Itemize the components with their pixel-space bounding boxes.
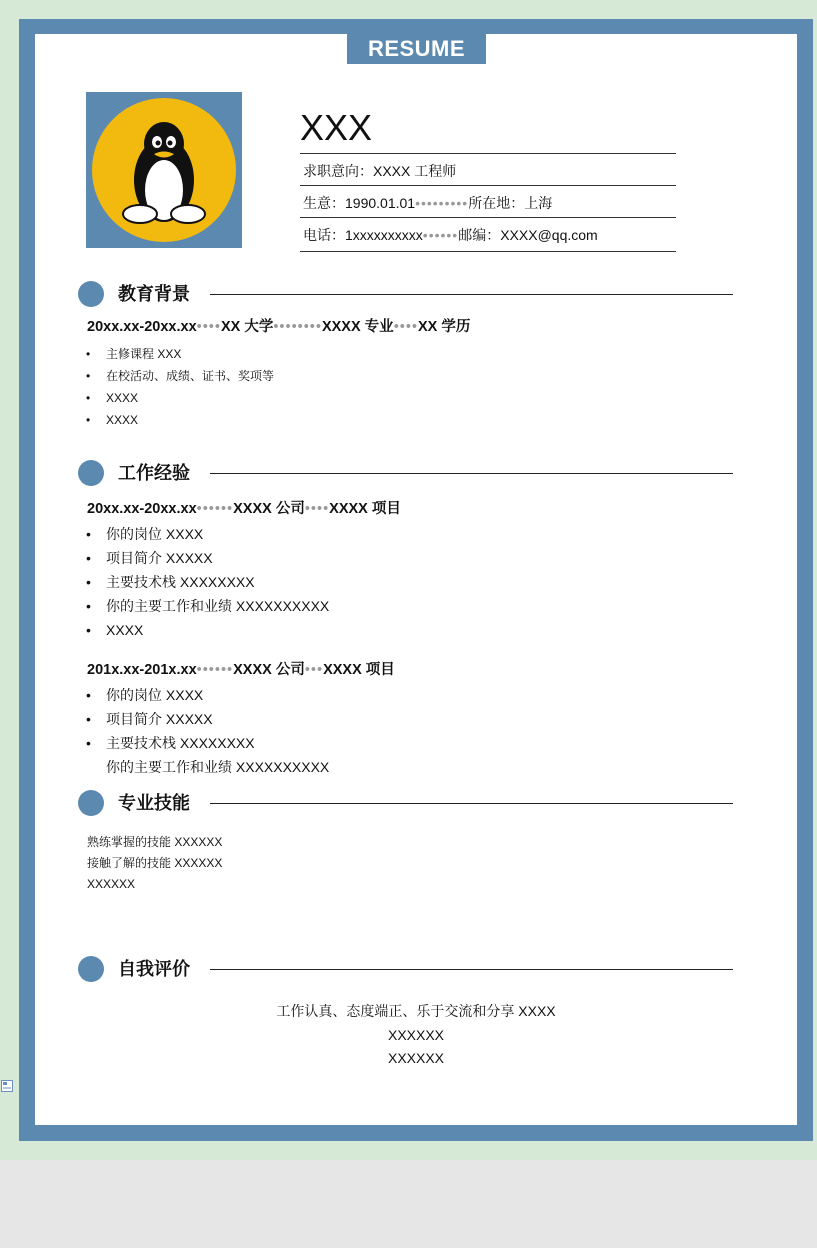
tab-dots: ••••	[196, 319, 221, 335]
section-title: 工作经验	[118, 463, 190, 483]
education-section-header	[78, 281, 733, 307]
section-divider	[210, 473, 733, 474]
tab-dots: ••••••	[422, 227, 459, 243]
job-extra-line: 你的主要工作和业绩 XXXXXXXXXX	[106, 759, 330, 775]
section-title: 专业技能	[118, 793, 190, 813]
birth-date: 生意：1990.01.01	[303, 195, 416, 211]
location: 所在地：上海	[468, 195, 553, 211]
skills-section-header	[78, 790, 733, 816]
job-line	[87, 497, 401, 518]
email: 邮编：XXXX@qq.com	[458, 227, 598, 243]
job-detail-list	[86, 522, 329, 642]
penguin-icon	[90, 96, 238, 244]
tab-dots: ••••••	[196, 501, 234, 517]
circle-bullet-icon	[78, 281, 104, 307]
education-list	[86, 343, 274, 431]
self-eval-section-header	[78, 956, 733, 982]
resume-banner: RESUME	[347, 34, 486, 64]
phone: 电话：1xxxxxxxxxx	[303, 227, 423, 243]
section-title: 自我评价	[118, 959, 190, 979]
list-item: • 主要技术栈 XXXXXXXX	[86, 570, 329, 594]
list-item: • 主要技术栈 XXXXXXXX	[86, 731, 255, 755]
list-item: • 主修课程 XXX	[86, 343, 274, 365]
list-item: • XXXX	[86, 387, 274, 409]
profile-photo	[86, 92, 242, 248]
major: XXXX 专业	[321, 319, 394, 335]
tab-dots: ••••	[304, 501, 330, 517]
section-divider	[210, 803, 733, 804]
degree: XX 学历	[418, 319, 471, 335]
date-range: 20xx.xx-20xx.xx	[87, 319, 197, 335]
skill-line: 接触了解的技能 XXXXXX	[87, 856, 223, 870]
list-item: • 你的主要工作和业绩 XXXXXXXXXX	[86, 594, 329, 618]
school: XX 大学	[220, 319, 274, 335]
list-item: • 项目简介 XXXXX	[86, 546, 329, 570]
project: XXXX 项目	[323, 662, 395, 678]
education-line	[87, 315, 470, 336]
tab-dots: •••	[304, 662, 324, 678]
job-intention-row	[300, 153, 676, 185]
section-divider	[210, 294, 733, 295]
date-range: 201x.xx-201x.xx	[87, 662, 197, 678]
circle-bullet-icon	[78, 460, 104, 486]
job-intention: 求职意向：XXXX 工程师	[303, 163, 457, 179]
layout-options-icon[interactable]	[1, 1080, 13, 1092]
circle-bullet-icon	[78, 956, 104, 982]
list-item: • XXXX	[86, 409, 274, 431]
self-eval-line: XXXXXX	[387, 1050, 445, 1066]
section-title: 教育背景	[118, 284, 190, 304]
job-line	[87, 658, 395, 679]
date-range: 20xx.xx-20xx.xx	[87, 501, 197, 517]
list-item: • 你的岗位 XXXX	[86, 522, 329, 546]
birth-location-row	[300, 185, 676, 217]
skill-line: XXXXXX	[87, 877, 136, 891]
self-eval-line: XXXXXX	[387, 1027, 445, 1043]
tab-dots: ••••••	[196, 662, 234, 678]
company: XXXX 公司	[233, 501, 305, 517]
list-item: • XXXX	[86, 618, 329, 642]
circle-bullet-icon	[78, 790, 104, 816]
self-eval-line: 工作认真、态度端正、乐于交流和分享 XXXX	[276, 1003, 556, 1019]
tab-dots: •••••••••	[415, 195, 469, 211]
contact-row	[300, 217, 676, 252]
section-divider	[210, 969, 733, 970]
list-item: • 在校活动、成绩、证书、奖项等	[86, 365, 274, 387]
job-detail-list	[86, 683, 255, 755]
tab-dots: ••••	[393, 319, 418, 335]
list-item: • 你的岗位 XXXX	[86, 683, 255, 707]
skill-line: 熟练掌握的技能 XXXXXX	[87, 835, 223, 849]
work-section-header	[78, 460, 733, 486]
list-item: • 项目简介 XXXXX	[86, 707, 255, 731]
tab-dots: ••••••••	[273, 319, 322, 335]
project: XXXX 项目	[329, 501, 401, 517]
company: XXXX 公司	[233, 662, 305, 678]
candidate-name: XXX	[300, 107, 373, 148]
